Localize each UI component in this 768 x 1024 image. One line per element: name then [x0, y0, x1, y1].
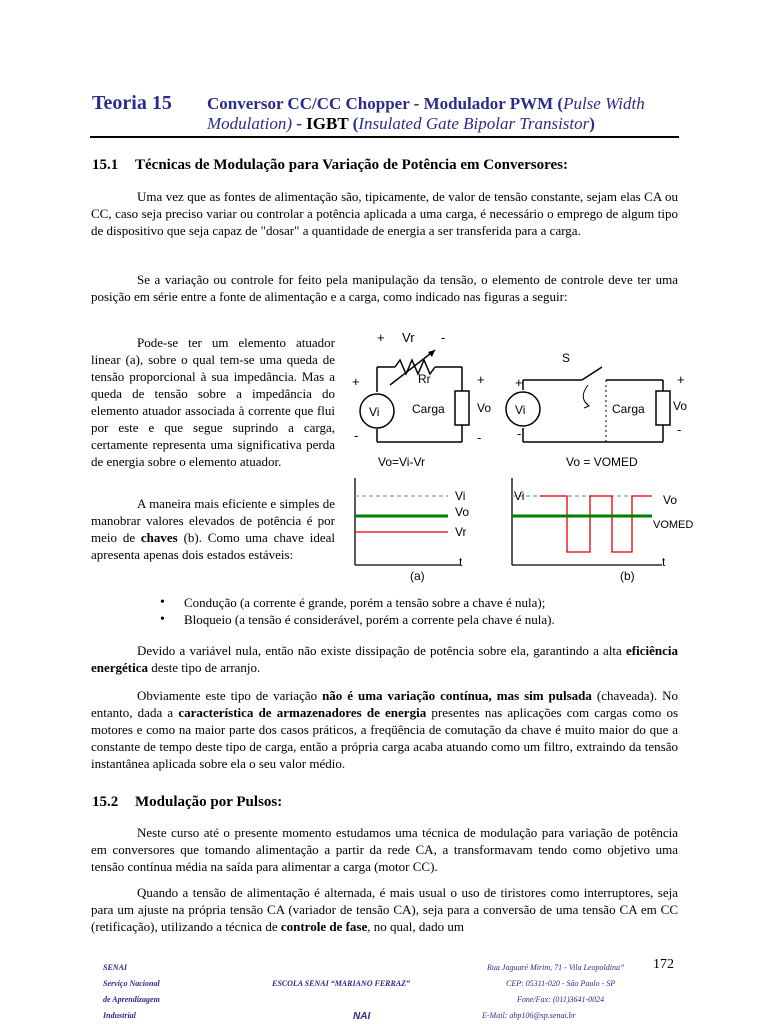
svg-text:-: - [354, 428, 359, 443]
paragraph: Neste curso até o presente momento estudamos uma técnica de modulação para variação de potência em conversores que tomando alimentação a partir da rede CA, a transformavam tendo como objetivo uma tensão contínua média na saída para alimentar a carga (motor CC). [91, 825, 678, 874]
svg-text:-: - [441, 330, 446, 345]
svg-text:Vo: Vo [663, 493, 678, 507]
bullet-list [160, 594, 555, 628]
svg-text:Vr: Vr [402, 330, 415, 345]
svg-text:Vi: Vi [515, 403, 526, 417]
svg-text:(a): (a) [410, 569, 425, 583]
svg-text:Rr: Rr [418, 372, 431, 386]
circuit-figure [340, 320, 700, 590]
svg-text:-: - [517, 426, 522, 441]
svg-text:Vo = VOMED: Vo = VOMED [566, 455, 638, 469]
footer-address: Rua Jaguaré Mirim, 71 - Vila Leopoldina” [487, 963, 625, 972]
svg-text:-: - [477, 430, 482, 445]
footer-org: de Aprendizagem [103, 995, 160, 1004]
arrow-icon [428, 350, 435, 357]
side-paragraph: Pode-se ter um elemento atuador linear (a), sobre o qual tem-se uma queda de tensão proporcional à sua impedância. Mas a queda de tensão sobre a impedância do elemento atuador associada à corrente que flui por este e que segue suprindo a carga, certamente representa uma significativa perda de energia sobre o elemento atuador. [91, 335, 335, 469]
footer-org: SENAI [103, 963, 128, 972]
svg-text:+: + [677, 372, 685, 387]
svg-text:Vi: Vi [369, 405, 380, 419]
svg-text:VOMED: VOMED [653, 519, 694, 531]
paragraph: Se a variação ou controle for feito pela manipulação da tensão, o elemento de controle deve ter uma posição em série entre a fonte de alimentação e a carga, como indicado nas figuras a seguir: [91, 272, 678, 304]
svg-text:+: + [377, 330, 385, 345]
header-rule [90, 136, 679, 138]
footer-nai: NAI [353, 1011, 371, 1022]
footer-phone: Fone/Fax: (011)3641-0024 [517, 995, 605, 1004]
svg-text:+: + [515, 375, 523, 390]
footer-org: Industrial [103, 1011, 136, 1020]
svg-text:Vo=Vi-Vr: Vo=Vi-Vr [378, 455, 426, 469]
paragraph: Quando a tensão de alimentação é alternada, é mais usual o uso de tiristores como interruptores, seja para um ajuste na própria tensão CA (variador de tensão CA), seja para a conversão de uma tensão CA em CC (retificação), utilizando a técnica de controle de fase, no qual, dado um [91, 885, 678, 934]
svg-text:S: S [562, 351, 571, 365]
svg-text:(b): (b) [620, 569, 635, 583]
svg-text:+: + [352, 374, 360, 389]
svg-text:-: - [677, 422, 682, 437]
svg-text:Vo: Vo [673, 399, 688, 413]
svg-text:Vo: Vo [455, 505, 470, 519]
footer-school: ESCOLA SENAI “MARIANO FERRAZ” [272, 979, 411, 988]
svg-text:Vo: Vo [477, 401, 492, 415]
paragraph: Devido a variável nula, então não existe dissipação de potência sobre ela, garantindo a alta eficiência energética deste tipo de arranjo. [91, 643, 678, 675]
svg-text:t: t [662, 555, 666, 569]
paragraph: Obviamente este tipo de variação não é uma variação contínua, mas sim pulsada (chaveada). No entanto, dada a característica de armazenadores de energia presentes nas aplicações com cargas como os motores e como na maior parte dos casos práticos, a freqüência de comutação da chave é muito maior do que a constante de tempo deste tipo de carga, então a própria carga acaba atuando como um filtro, extraindo da tensão instantânea aplicada sobre ela o seu valor médio. [91, 688, 679, 771]
svg-text:t: t [459, 555, 463, 569]
list-item: • Condução (a corrente é grande, porém a tensão sobre a chave é nula); [160, 594, 555, 611]
svg-text:Vr: Vr [455, 525, 467, 539]
footer-address: CEP: 05311-020 - São Paulo - SP [506, 979, 616, 988]
side-paragraph: A maneira mais eficiente e simples de manobrar valores elevados de potência é por meio de chaves (b). Como uma chave ideal apresenta apenas dois estados estáveis: [91, 496, 335, 562]
svg-text:Carga: Carga [412, 402, 445, 416]
chapter-title: Conversor CC/CC Chopper - Modulador PWM (Pulse Width Modulation) - IGBT (Insulated Gate Bipolar Transistor) [207, 94, 645, 133]
page-number: 172 [653, 957, 674, 972]
svg-text:Vi: Vi [514, 489, 525, 503]
paragraph: Uma vez que as fontes de alimentação são, tipicamente, de valor de tensão constante, sejam elas CA ou CC, caso seja preciso variar ou controlar a potência aplicada a uma carga, é necessário o emprego de algum tipo de dispositivo que seja capaz de "dosar" a quantidade de energia a ser transferida para a carga. [91, 189, 678, 238]
footer-email: E-Mail: abp106@sp.senai.br [482, 1011, 576, 1020]
svg-text:Carga: Carga [612, 402, 645, 416]
svg-text:+: + [477, 372, 485, 387]
svg-text:Vi: Vi [455, 489, 466, 503]
section-heading-15-2: 15.2 Modulação por Pulsos: [92, 794, 283, 810]
footer-org: Serviço Nacional [103, 979, 160, 988]
chapter-label: Teoria 15 [92, 92, 172, 114]
list-item: • Bloqueio (a tensão é considerável, porém a corrente pela chave é nula). [160, 611, 555, 628]
section-heading-15-1: 15.1 Técnicas de Modulação para Variação de Potência em Conversores: [92, 157, 569, 173]
